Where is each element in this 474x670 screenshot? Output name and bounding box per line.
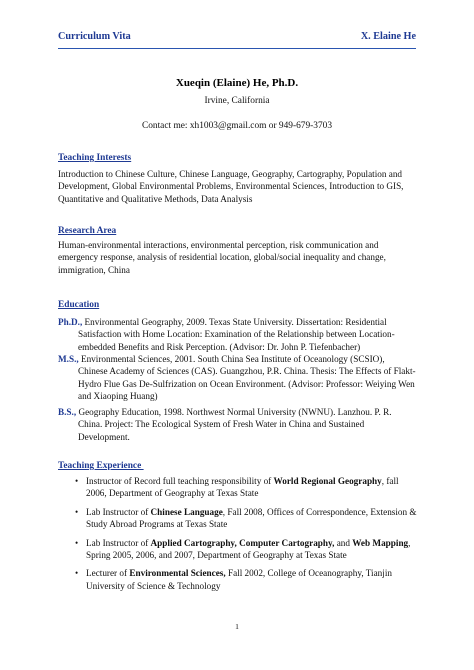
research-area-heading: Research Area: [58, 226, 117, 236]
research-area-text: Human-environmental interactions, environmental perception, risk communication and emergency response, analysis of residential location, global/social inequality and change, immigration, China: [58, 240, 386, 275]
teaching-experience-list: [58, 475, 418, 598]
header-divider: [58, 48, 416, 49]
teaching-interests-heading: Teaching Interests: [58, 153, 132, 163]
candidate-name: Xueqin (Elaine) He, Ph.D.: [175, 77, 299, 89]
candidate-location: Irvine, California: [204, 96, 270, 106]
degree-details: China. Project: The Ecological System of Fresh Water in China and Sustained Development.: [78, 419, 365, 442]
teaching-interests-text: Introduction to Chinese Culture, Chinese Language, Geography, Cartography, Population and Development, Global Environmental Problems, Environmental Sciences, Introduction to GIS, Quantitative and Qualitative Methods, Data Analysis: [58, 169, 404, 204]
list-item: • Lab Instructor of Chinese Language, Fall 2008, Offices of Correspondence, Extension & Study Abroad Programs at Texas State: [75, 506, 417, 530]
contact-line: Contact me: xh1003@gmail.com or 949-679-3703: [141, 121, 333, 131]
degree-first-line: Environmental Sciences, 2001. South China Sea Institute of Oceanology (SCSIO),: [78, 354, 385, 364]
degree-label: M.S.,: [58, 354, 79, 364]
bullet-icon: •: [75, 506, 79, 517]
degree-label: B.S.,: [58, 407, 77, 417]
degree-first-line: Environmental Geography, 2009. Texas State University. Dissertation: Residential: [82, 317, 387, 327]
bullet-icon: •: [75, 537, 79, 548]
degree-label: Ph.D.,: [58, 317, 83, 327]
education-entry-ms: [58, 353, 418, 403]
degree-first-line: Geography Education, 1998. Northwest Normal University (NWNU). Lanzhou. P. R.: [76, 407, 392, 417]
education-heading: Education: [58, 300, 100, 310]
list-item: • Lab Instructor of Applied Cartography, Computer Cartography, and Web Mapping, Spring 2005, 2006, and 2007, Department of Geography at Texas State: [75, 537, 411, 561]
education-entry-bs: [58, 406, 418, 443]
list-item: • Instructor of Record full teaching responsibility of World Regional Geography, fall 2006, Department of Geography at Texas State: [75, 476, 399, 499]
degree-details: Satisfaction with Home Location: Examination of the Relationship between Location-embedded Benefits and Risk Perception. (Advisor: Dr. John P. Tiefenbacher): [78, 329, 395, 352]
header-left-title: Curriculum Vita: [58, 31, 131, 42]
header-right-name: X. Elaine He: [360, 31, 416, 42]
page-number: 1: [235, 622, 239, 631]
degree-details: Chinese Academy of Sciences (CAS). Guangzhou, P.R. China. Thesis: The Effects of Flakt-Hydro Flue Gas De-Sulfrization on Ocean Environment. (Advisor: Professor: Weiying Wen and Xiaoping Huang): [78, 366, 416, 402]
education-entry-phd: [58, 316, 418, 353]
list-item: • Lecturer of Environmental Sciences, Fall 2002, College of Oceanography, Tianjin University of Science & Technology: [75, 568, 392, 591]
teaching-experience-heading: Teaching Experience: [58, 461, 144, 471]
bullet-icon: •: [75, 568, 79, 579]
bullet-icon: •: [75, 476, 79, 486]
page-header: [58, 31, 416, 47]
